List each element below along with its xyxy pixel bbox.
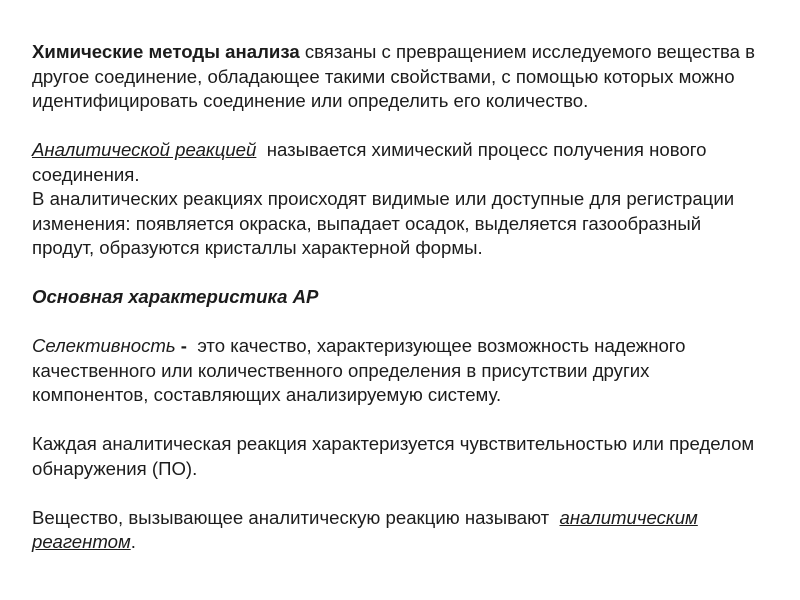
paragraph-text: называется химический процесс получения нового соединения. [32, 139, 712, 185]
term-analytical-reagent: аналитическим реагентом [32, 506, 698, 552]
heading-text: Основная характеристика АР [32, 286, 319, 307]
spacer [32, 310, 762, 335]
paragraph-text: связаны с превращением исследуемого вещества в другое соединение, обладающее такими свойствами, с помощью которых можно идентифицировать соединение или определить его количество. [32, 41, 756, 111]
slide-content [32, 40, 762, 555]
dash: - [175, 335, 193, 356]
paragraph-text: В аналитических реакциях происходят видимые или доступные для регистрации изменения: появляется окраска, выпадает осадок, выделяется газообразный продут, образуются кристаллы характерной формы. [32, 188, 735, 258]
heading-main-characteristic [32, 285, 762, 310]
paragraph-reaction-changes [32, 187, 762, 261]
term-chemical-methods: Химические методы анализа [32, 41, 300, 62]
paragraph-text: это качество, характеризующее возможность надежного качественного или количественного определения в присутствии других компонентов, составляющих анализируемую систему. [32, 335, 686, 405]
paragraph-analytical-reaction [32, 138, 762, 187]
paragraph-chemical-methods [32, 40, 762, 114]
spacer [32, 114, 762, 139]
term-analytical-reaction: Аналитической реакцией [32, 139, 257, 160]
paragraph-analytical-reagent [32, 506, 762, 555]
term-selectivity: Селективность [32, 335, 176, 356]
paragraph-text: Вещество, вызывающее аналитическую реакцию называют [32, 506, 560, 528]
paragraph-sensitivity [32, 432, 762, 481]
paragraph-selectivity [32, 334, 762, 408]
paragraph-text: Каждая аналитическая реакция характеризуется чувствительностью или пределом обнаружения (ПО). [32, 433, 755, 479]
paragraph-end: . [130, 531, 136, 552]
spacer [32, 261, 762, 286]
spacer [32, 481, 762, 506]
spacer [32, 408, 762, 433]
